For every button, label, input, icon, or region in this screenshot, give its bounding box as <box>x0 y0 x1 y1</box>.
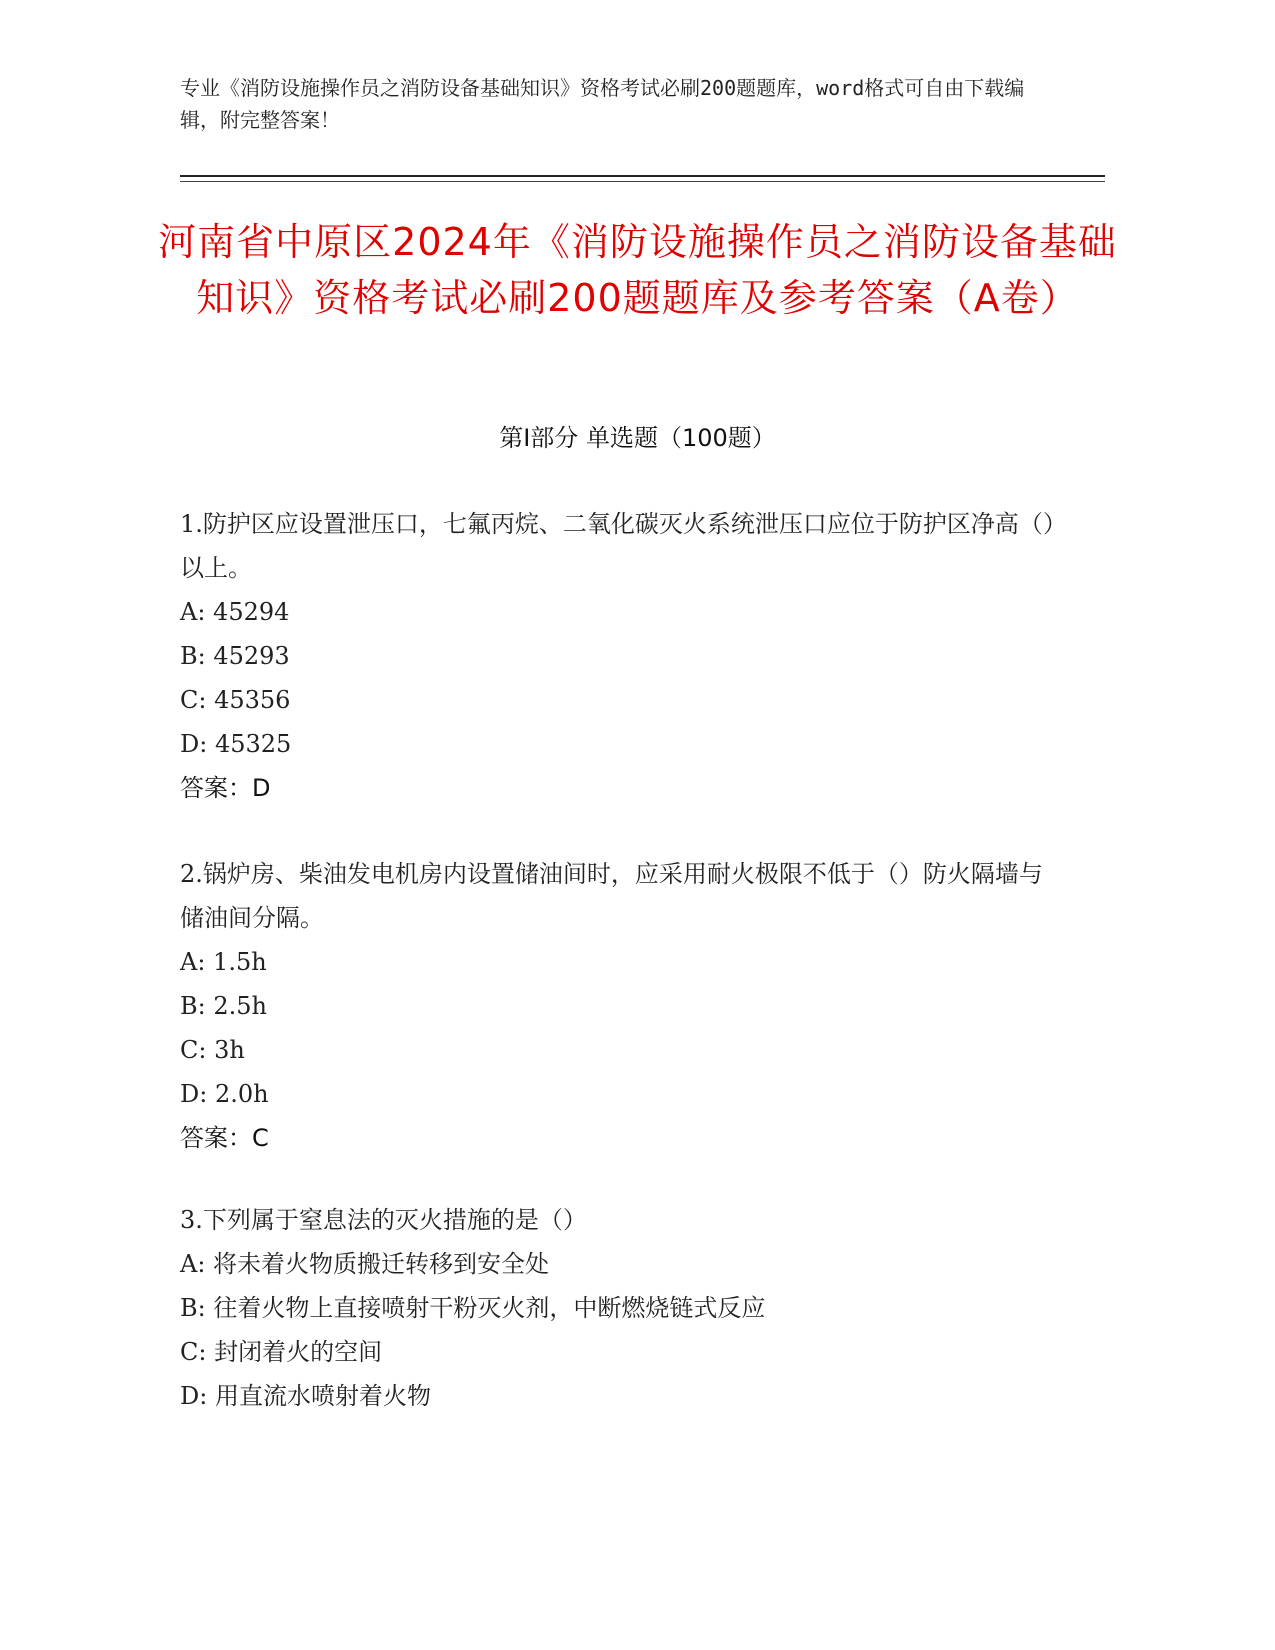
answer: 答案：D <box>180 774 271 802</box>
option-a: A: 45294 <box>180 598 290 626</box>
option-b: B: 45293 <box>180 642 290 670</box>
option-d: D: 用直流水喷射着火物 <box>180 1382 431 1410</box>
option-b: B: 往着火物上直接喷射干粉灭火剂，中断燃烧链式反应 <box>180 1294 766 1322</box>
option-d: D: 45325 <box>180 730 292 758</box>
header-divider-thick <box>180 175 1105 177</box>
option-b: B: 2.5h <box>180 992 267 1020</box>
document-title: 河南省中原区2024年《消防设施操作员之消防设备基础知识》资格考试必刷200题题库及参考答案（A卷） <box>158 220 1117 320</box>
option-a: A: 1.5h <box>180 948 267 976</box>
header-note: 专业《消防设施操作员之消防设备基础知识》资格考试必刷200题题库，word格式可自由下载编辑，附完整答案！ <box>180 76 1025 132</box>
question-1 <box>180 502 1060 810</box>
question-stem: 2.锅炉房、柴油发电机房内设置储油间时，应采用耐火极限不低于（）防火隔墙与储油间分隔。 <box>180 860 1043 932</box>
question-stem: 1.防护区应设置泄压口，七氟丙烷、二氧化碳灭火系统泄压口应位于防护区净高（）以上。 <box>180 510 1055 582</box>
answer: 答案：C <box>180 1124 269 1152</box>
header-divider-thin <box>180 181 1105 182</box>
question-stem: 3.下列属于窒息法的灭火措施的是（） <box>180 1206 587 1234</box>
option-c: C: 封闭着火的空间 <box>180 1338 383 1366</box>
question-2 <box>180 852 1060 1160</box>
option-a: A: 将未着火物质搬迁转移到安全处 <box>180 1250 550 1278</box>
option-c: C: 3h <box>180 1036 245 1064</box>
question-3 <box>180 1198 1060 1418</box>
section-title: 第Ⅰ部分 单选题（100题） <box>499 424 776 452</box>
option-d: D: 2.0h <box>180 1080 269 1108</box>
option-c: C: 45356 <box>180 686 291 714</box>
